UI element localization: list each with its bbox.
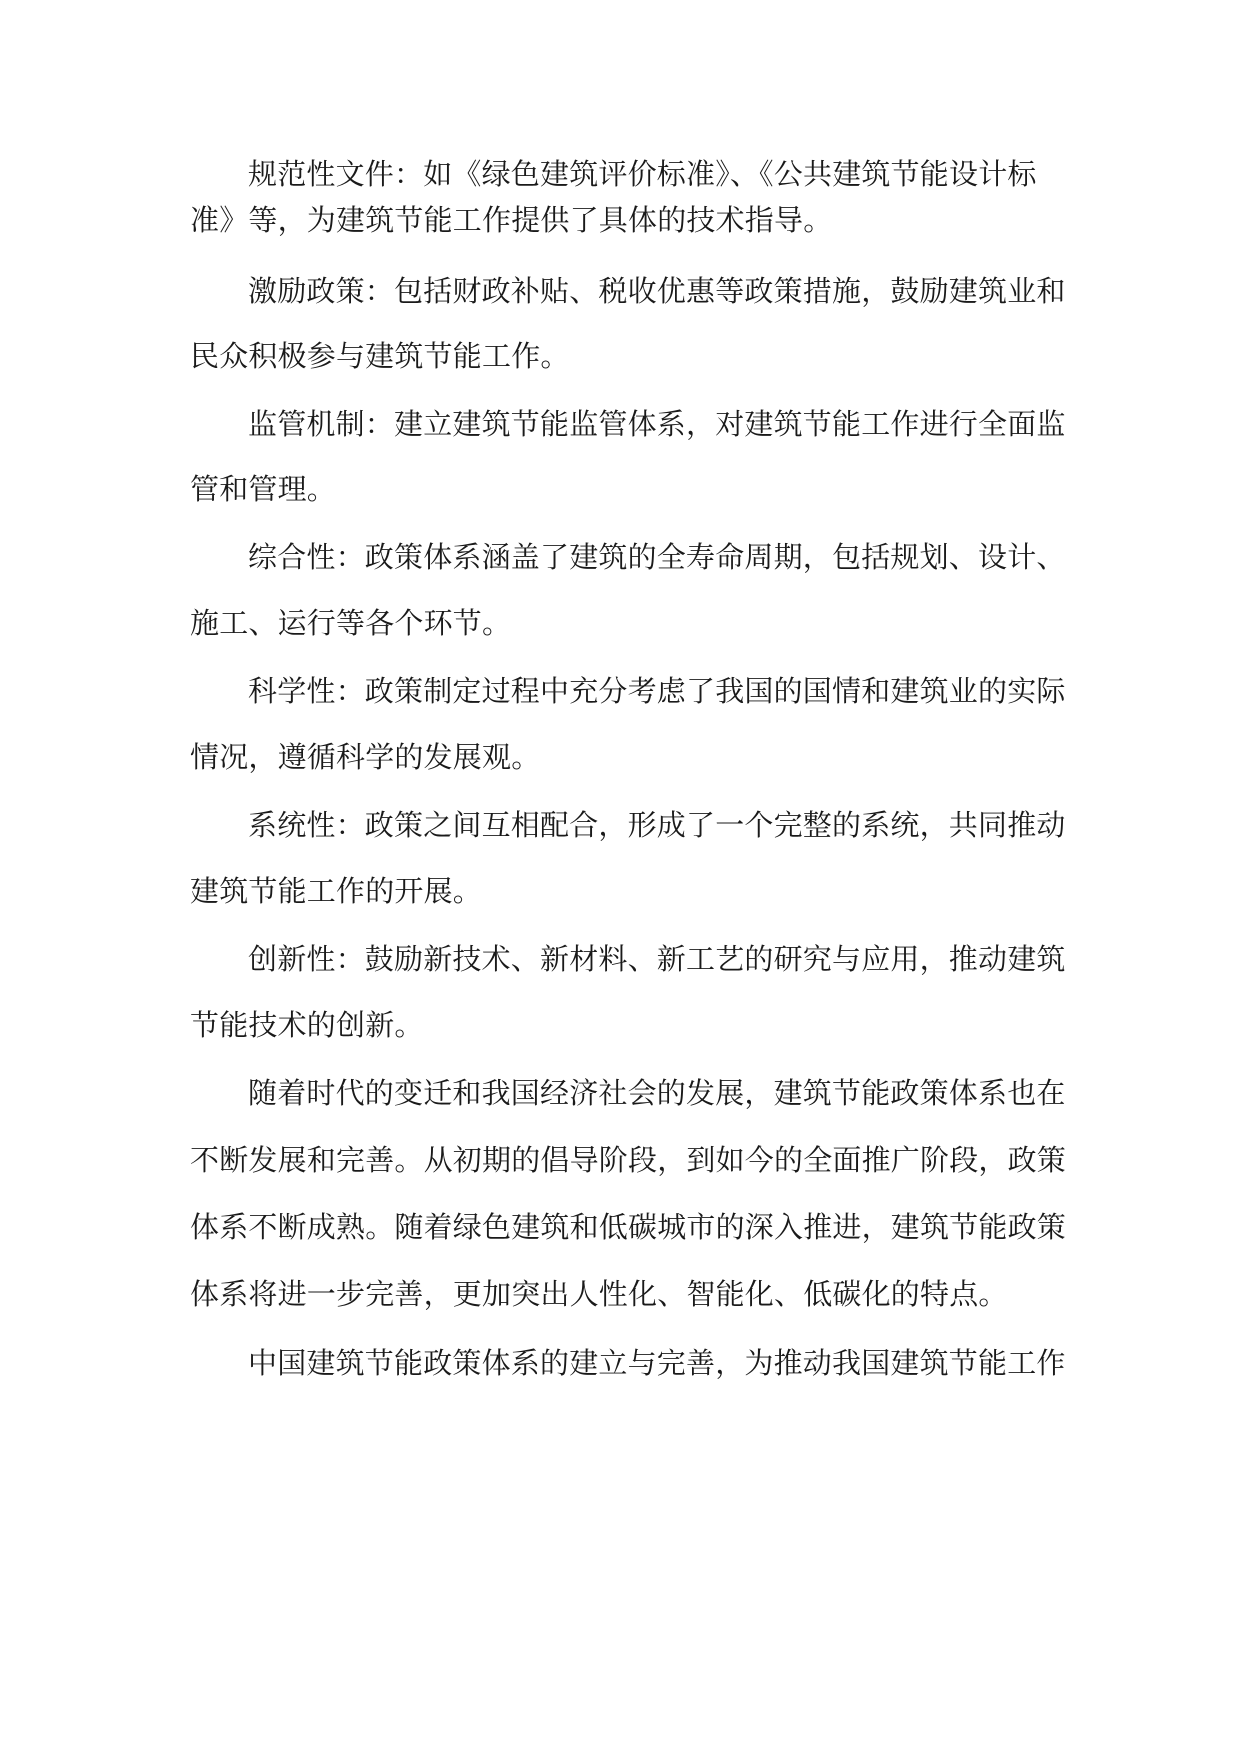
paragraph-supervision-line-1: 监管机制：建立建筑节能监管体系，对建筑节能工作进行全面监 [248,407,1066,441]
paragraph-incentive-policy-line-2: 民众积极参与建筑节能工作。 [190,339,570,373]
paragraph-comprehensive-line-1: 综合性：政策体系涵盖了建筑的全寿命周期，包括规划、设计、 [248,540,1066,574]
paragraph-supervision-line-2: 管和管理。 [190,472,337,506]
paragraph-incentive-policy-line-1: 激励政策：包括财政补贴、税收优惠等政策措施，鼓励建筑业和 [248,274,1066,308]
paragraph-scientific-line-1: 科学性：政策制定过程中充分考虑了我国的国情和建筑业的实际 [248,674,1066,708]
paragraph-innovative-line-2: 节能技术的创新。 [190,1008,424,1042]
paragraph-normative-docs-line-1: 规范性文件：如《绿色建筑评价标准》、《公共建筑节能设计标 [248,157,1037,191]
paragraph-development-line-4: 体系将进一步完善，更加突出人性化、智能化、低碳化的特点。 [190,1277,1008,1311]
paragraph-conclusion-line-1: 中国建筑节能政策体系的建立与完善，为推动我国建筑节能工作 [248,1346,1066,1380]
paragraph-development-line-3: 体系不断成熟。随着绿色建筑和低碳城市的深入推进，建筑节能政策 [190,1210,1067,1244]
paragraph-normative-docs-line-2: 准》等，为建筑节能工作提供了具体的技术指导。 [190,203,833,237]
paragraph-systematic-line-2: 建筑节能工作的开展。 [190,874,483,908]
paragraph-comprehensive-line-2: 施工、运行等各个环节。 [190,606,512,640]
paragraph-scientific-line-2: 情况，遵循科学的发展观。 [190,740,541,774]
paragraph-development-line-1: 随着时代的变迁和我国经济社会的发展，建筑节能政策体系也在 [248,1076,1066,1110]
paragraph-development-line-2: 不断发展和完善。从初期的倡导阶段，到如今的全面推广阶段，政策 [190,1143,1067,1177]
paragraph-systematic-line-1: 系统性：政策之间互相配合，形成了一个完整的系统，共同推动 [248,808,1066,842]
paragraph-innovative-line-1: 创新性：鼓励新技术、新材料、新工艺的研究与应用，推动建筑 [248,942,1066,976]
